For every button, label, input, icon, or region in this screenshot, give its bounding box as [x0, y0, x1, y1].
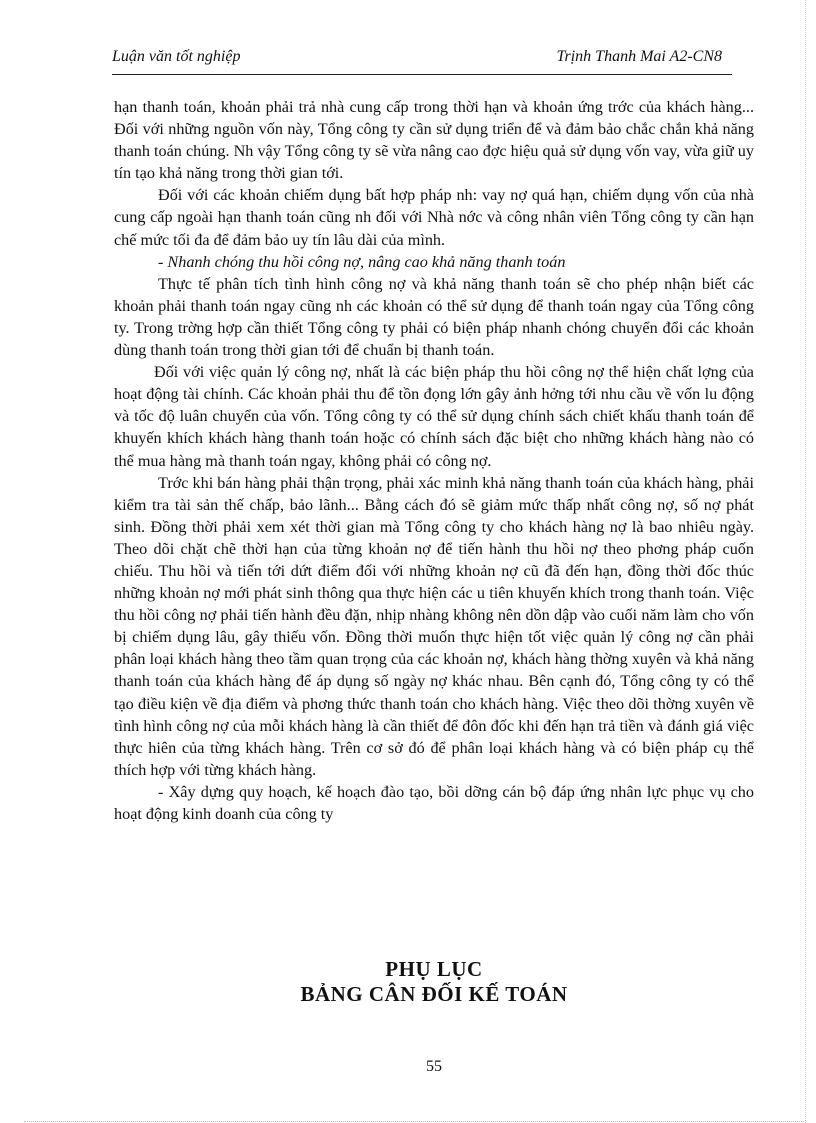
header-rule — [112, 74, 732, 75]
running-header — [112, 48, 732, 72]
appendix-title: PHỤ LỤC — [385, 957, 483, 981]
paragraph: Thực tế phân tích tình hình công nợ và khả năng thanh toán sẽ cho phép nhận biết các khoản phải thanh toán ngay cũng nh các khoản có thể sử dụng để thanh toán ngay của Tổng công ty. Trong trờng hợp cần thiết Tổng công ty phải có biện pháp nhanh chóng chuyển đổi các khoản dùng thanh toán trong thời gian tới để chuẩn bị thanh toán. — [114, 274, 754, 360]
section-heading: - Nhanh chóng thu hồi công nợ, nâng cao khả năng thanh toán — [158, 252, 566, 271]
page-bottom-dotted-line — [24, 1121, 804, 1122]
header-thesis-label: Luận văn tốt nghiệp — [112, 48, 241, 65]
body-text — [114, 96, 754, 825]
page-number: 55 — [426, 1058, 442, 1075]
paragraph: - Xây dựng quy hoạch, kế hoạch đào tạo, bồi dỡng cán bộ đáp ứng nhân lực phục vụ cho hoạt động kinh doanh của công ty — [114, 782, 754, 823]
appendix-subtitle: BẢNG CÂN ĐỐI KẾ TOÁN — [300, 982, 568, 1006]
paragraph: Đối với các khoản chiếm dụng bất hợp pháp nh: vay nợ quá hạn, chiếm dụng vốn của nhà cung cấp ngoài hạn thanh toán cũng nh đối với Nhà nớc và công nhân viên Tổng công ty cần hạn chế mức tối đa để đảm bảo uy tín lâu dài của mình. — [114, 186, 754, 249]
header-author: Trịnh Thanh Mai A2-CN8 — [556, 48, 722, 65]
paragraph: Đối với việc quản lý công nợ, nhất là các biện pháp thu hồi công nợ thể hiện chất lợng của hoạt động tài chính. Các khoản phải thu để tồn đọng lớn gây ảnh hởng tới nhu cầu về vốn lu động và tốc độ luân chuyển của vốn. Tổng công ty có thể sử dụng chính sách chiết khấu thanh toán để khuyến khích khách hàng thanh toán hoặc có chính sách đặc biệt cho những khách hàng nào có thể mua hàng mà thanh toán ngay, không phải có công nợ. — [114, 363, 754, 470]
paragraph: hạn thanh toán, khoản phải trả nhà cung cấp trong thời hạn và khoản ứng trớc của khách hàng... Đối với những nguồn vốn này, Tổng công ty cần sử dụng triển để và đảm bảo chắc chắn khả năng thanh toán chúng. Nh vậy Tổng công ty sẽ vừa nâng cao đợc hiệu quả sử dụng vốn vay, vừa giữ uy tín tạo khả năng trong thời gian tới. — [114, 98, 754, 183]
page-edge-dotted-line — [805, 0, 806, 1123]
paragraph: Trớc khi bán hàng phải thận trọng, phải xác minh khả năng thanh toán của khách hàng, phải kiểm tra tài sản thế chấp, bảo lãnh... Bằng cách đó sẽ giảm mức thấp nhất công nợ, số nợ phát sinh. Đồng thời phải xem xét thời gian mà Tổng công ty cho khách hàng nợ là bao nhiêu ngày. Theo dõi chặt chẽ thời hạn của từng khoản nợ để tiến hành thu hồi nợ theo phơng pháp cuốn chiếu. Thu hồi và tiến tới dứt điểm đối với những khoản nợ cũ đã đến hạn, đồng thời đốc thúc những khoản nợ mới phát sinh thông qua thực hiện các u tiên khuyến khích trong thanh toán. Việc thu hồi công nợ phải tiến hành đều đặn, nhịp nhàng không nên dồn dập vào cuối năm làm cho vốn bị chiếm dụng lâu, gây thiếu vốn. Đồng thời muốn thực hiện tốt việc quản lý công nợ cần phải phân loại khách hàng theo tầm quan trọng của các khoản nợ, khách hàng thờng xuyên và khả năng thanh toán của khách hàng để áp dụng số ngày nợ khác nhau. Bên cạnh đó, Tổng công ty có thể tạo điều kiện về địa điểm và phơng thức thanh toán cho khách hàng. Việc theo dõi thờng xuyên về tình hình công nợ của mỗi khách hàng là cần thiết để đôn đốc khi đến hạn trả tiền và đánh giá việc thực hiên của từng khách hàng. Trên cơ sở đó để phân loại khách hàng và có biện pháp cụ thể thích hợp với từng khách hàng. — [114, 473, 754, 779]
